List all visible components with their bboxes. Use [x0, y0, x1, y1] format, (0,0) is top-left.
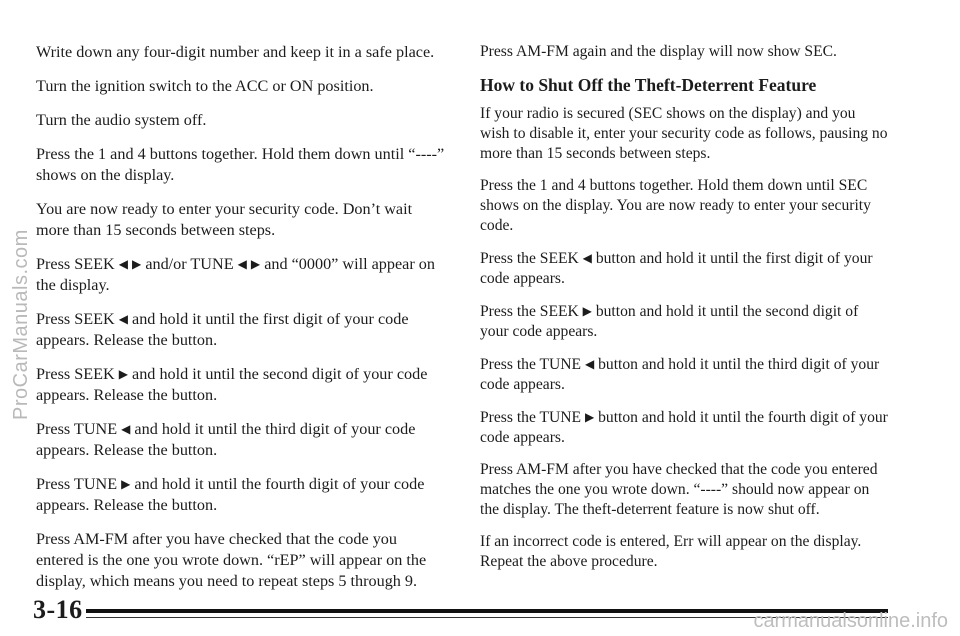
instruction-p1: Write down any four-digit number and keep it in a safe place. [36, 43, 435, 61]
right-triangle-icon: ▶ [582, 304, 592, 318]
right-triangle-icon: ▶ [132, 257, 142, 271]
bottom-watermark: carmanualsonline.info [753, 610, 948, 632]
left-triangle-icon: ◀ [121, 422, 131, 436]
instruction-p5: You are now ready to enter your security code. Don’t wait more than 15 seconds between steps. [36, 200, 413, 239]
instruction-p10: Press TUNE ▶ and hold it until the fourth digit of your code appears. Release the button. [36, 475, 425, 514]
instruction-p17: Press the TUNE ◀ button and hold it until the third digit of your code appears. [480, 356, 880, 393]
right-triangle-icon: ▶ [250, 257, 261, 271]
instruction-p2: Turn the ignition switch to the ACC or ON position. [36, 77, 374, 95]
instruction-p8: Press SEEK ▶ and hold it until the second digit of your code appears. Release the button. [36, 365, 428, 404]
left-triangle-icon: ◀ [582, 251, 592, 265]
instruction-p15: Press the SEEK ◀ button and hold it until the first digit of your code appears. [480, 250, 873, 287]
instruction-p4: Press the 1 and 4 buttons together. Hold them down until “----” shows on the display. [36, 145, 445, 184]
right-column [480, 42, 888, 584]
right-triangle-icon: ▶ [118, 367, 128, 381]
instruction-p11: Press AM-FM after you have checked that the code you entered is the one you wrote down. “rEP” will appear on the display, which means you need to repeat steps 5 through 9. [36, 530, 427, 590]
instruction-p18: Press the TUNE ▶ button and hold it until the fourth digit of your code appears. [480, 409, 888, 446]
instruction-p19: Press AM-FM after you have checked that the code you entered matches the one you wrote down. “----” should now appear on the display. The theft-deterrent feature is now shut off. [480, 461, 878, 518]
instruction-p6: Press SEEK ◀ ▶ and/or TUNE ◀ ▶ and “0000” will appear on the display. [36, 255, 435, 294]
left-column [36, 42, 446, 605]
left-triangle-icon: ◀ [584, 357, 595, 371]
instruction-p12: Press AM-FM again and the display will now show SEC. [480, 43, 837, 60]
left-triangle-icon: ◀ [118, 257, 128, 271]
left-triangle-icon: ◀ [237, 257, 247, 271]
right-triangle-icon: ▶ [121, 477, 131, 491]
instruction-p7: Press SEEK ◀ and hold it until the first digit of your code appears. Release the button. [36, 310, 409, 349]
instruction-p16: Press the SEEK ▶ button and hold it until the second digit of your code appears. [480, 303, 859, 340]
page-number: 3-16 [33, 595, 83, 624]
left-triangle-icon: ◀ [118, 312, 128, 326]
instruction-p3: Turn the audio system off. [36, 111, 207, 129]
section-heading: How to Shut Off the Theft-Deterrent Feature [480, 75, 817, 95]
right-triangle-icon: ▶ [584, 410, 595, 424]
side-watermark: ProCarManuals.com [10, 229, 32, 420]
instruction-p14: Press the 1 and 4 buttons together. Hold them down until SEC shows on the display. You are now ready to enter your security code. [480, 177, 871, 234]
instruction-p9: Press TUNE ◀ and hold it until the third digit of your code appears. Release the button. [36, 420, 416, 459]
instruction-p20: If an incorrect code is entered, Err will appear on the display. Repeat the above procedure. [480, 533, 862, 570]
instruction-p13: If your radio is secured (SEC shows on the display) and you wish to disable it, enter your security code as follows, pausing no more than 15 seconds between steps. [480, 105, 888, 162]
